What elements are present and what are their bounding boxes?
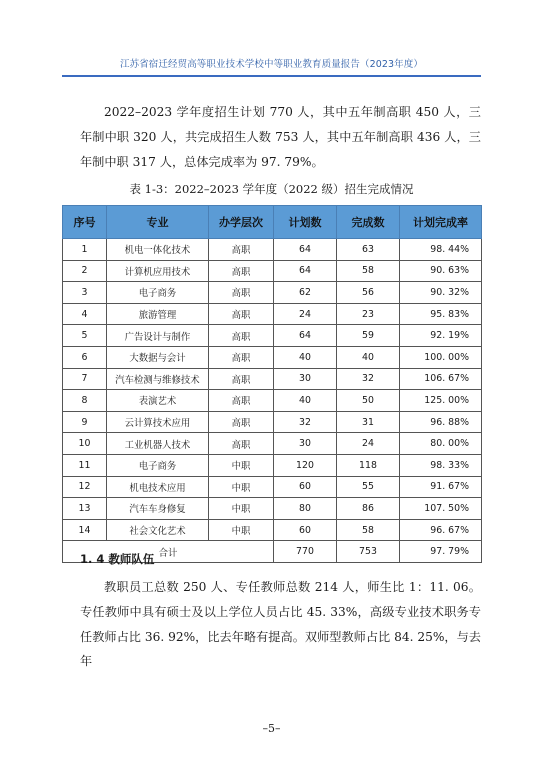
cell-major: 电子商务: [107, 282, 209, 304]
cell-index: 9: [63, 411, 107, 433]
cell-major: 汽车检测与维修技术: [107, 368, 209, 390]
cell-major: 旅游管理: [107, 303, 209, 325]
cell-level: 高职: [209, 433, 274, 455]
total-planned: 770: [274, 541, 337, 563]
cell-planned: 64: [274, 239, 337, 261]
cell-level: 高职: [209, 303, 274, 325]
cell-level: 中职: [209, 454, 274, 476]
cell-major: 大数据与会计: [107, 346, 209, 368]
section-paragraph: 教职员工总数 250 人、专任教师总数 214 人，师生比 1：11. 06。专任教师中具有硕士及以上学位人员占比 45. 33%，高级专业技术职务专任教师占比 36. 92%，比去年略有提高。双师型教师占比 84. 25%，与去年: [80, 580, 481, 669]
cell-completed: 63: [337, 239, 400, 261]
cell-index: 3: [63, 282, 107, 304]
cell-completed: 59: [337, 325, 400, 347]
cell-planned: 40: [274, 346, 337, 368]
table-row: [63, 346, 482, 368]
intro-paragraph: 2022–2023 学年度招生计划 770 人，其中五年制高职 450 人，三年制中职 320 人，共完成招生人数 753 人，其中五年制高职 436 人，三年制中职 317 人，总体完成率为 97. 79%。: [80, 105, 481, 169]
cell-major: 表演艺术: [107, 390, 209, 412]
cell-rate: 91. 67%: [400, 476, 482, 498]
cell-level: 高职: [209, 239, 274, 261]
cell-planned: 60: [274, 476, 337, 498]
cell-completed: 86: [337, 498, 400, 520]
cell-planned: 60: [274, 519, 337, 541]
cell-planned: 40: [274, 390, 337, 412]
cell-rate: 95. 83%: [400, 303, 482, 325]
cell-planned: 64: [274, 325, 337, 347]
table-row: [63, 368, 482, 390]
cell-completed: 50: [337, 390, 400, 412]
cell-completed: 118: [337, 454, 400, 476]
cell-index: 11: [63, 454, 107, 476]
cell-completed: 40: [337, 346, 400, 368]
table-caption: 表 1-3：2022–2023 学年度（2022 级）招生完成情况: [129, 182, 414, 196]
cell-index: 4: [63, 303, 107, 325]
cell-major: 工业机器人技术: [107, 433, 209, 455]
cell-rate: 96. 67%: [400, 519, 482, 541]
cell-index: 8: [63, 390, 107, 412]
cell-major: 云计算技术应用: [107, 411, 209, 433]
section-heading: 1. 4 教师队伍: [80, 552, 155, 566]
cell-major: 汽车车身修复: [107, 498, 209, 520]
total-rate: 97. 79%: [400, 541, 482, 563]
cell-level: 高职: [209, 411, 274, 433]
cell-major: 广告设计与制作: [107, 325, 209, 347]
cell-rate: 90. 32%: [400, 282, 482, 304]
cell-planned: 24: [274, 303, 337, 325]
table-row: [63, 260, 482, 282]
cell-planned: 80: [274, 498, 337, 520]
table-row: [63, 411, 482, 433]
table-row: [63, 454, 482, 476]
cell-rate: 98. 33%: [400, 454, 482, 476]
cell-rate: 125. 00%: [400, 390, 482, 412]
enrollment-table: [62, 205, 482, 563]
cell-completed: 31: [337, 411, 400, 433]
cell-level: 高职: [209, 390, 274, 412]
cell-rate: 96. 88%: [400, 411, 482, 433]
table-row: [63, 282, 482, 304]
cell-level: 高职: [209, 346, 274, 368]
cell-completed: 24: [337, 433, 400, 455]
cell-completed: 56: [337, 282, 400, 304]
cell-planned: 30: [274, 433, 337, 455]
table-row: [63, 519, 482, 541]
cell-level: 高职: [209, 282, 274, 304]
cell-index: 5: [63, 325, 107, 347]
cell-planned: 120: [274, 454, 337, 476]
cell-major: 机电技术应用: [107, 476, 209, 498]
page-number: –5–: [262, 722, 281, 735]
cell-index: 2: [63, 260, 107, 282]
cell-level: 高职: [209, 260, 274, 282]
cell-rate: 106. 67%: [400, 368, 482, 390]
cell-major: 计算机应用技术: [107, 260, 209, 282]
cell-rate: 98. 44%: [400, 239, 482, 261]
table-row: [63, 433, 482, 455]
cell-major: 机电一体化技术: [107, 239, 209, 261]
column-header-major: 专业: [107, 206, 209, 239]
cell-rate: 92. 19%: [400, 325, 482, 347]
cell-major: 社会文化艺术: [107, 519, 209, 541]
total-label: 合计: [63, 541, 274, 563]
column-header-planned: 计划数: [274, 206, 337, 239]
cell-index: 10: [63, 433, 107, 455]
cell-index: 12: [63, 476, 107, 498]
cell-rate: 90. 63%: [400, 260, 482, 282]
cell-planned: 64: [274, 260, 337, 282]
cell-completed: 32: [337, 368, 400, 390]
cell-index: 7: [63, 368, 107, 390]
cell-level: 高职: [209, 368, 274, 390]
total-completed: 753: [337, 541, 400, 563]
column-header-completed: 完成数: [337, 206, 400, 239]
cell-completed: 55: [337, 476, 400, 498]
table-row: [63, 498, 482, 520]
page-header-title: 江苏省宿迁经贸高等职业技术学校中等职业教育质量报告（2023年度）: [120, 59, 423, 70]
table-header-row: [63, 206, 482, 239]
column-header-level: 办学层次: [209, 206, 274, 239]
cell-index: 1: [63, 239, 107, 261]
table-row: [63, 239, 482, 261]
column-header-index: 序号: [63, 206, 107, 239]
cell-rate: 100. 00%: [400, 346, 482, 368]
table-row: [63, 476, 482, 498]
cell-level: 中职: [209, 476, 274, 498]
cell-completed: 23: [337, 303, 400, 325]
cell-level: 高职: [209, 325, 274, 347]
cell-index: 6: [63, 346, 107, 368]
cell-planned: 30: [274, 368, 337, 390]
cell-planned: 62: [274, 282, 337, 304]
cell-major: 电子商务: [107, 454, 209, 476]
table-row: [63, 325, 482, 347]
cell-index: 14: [63, 519, 107, 541]
cell-planned: 32: [274, 411, 337, 433]
cell-level: 中职: [209, 498, 274, 520]
column-header-rate: 计划完成率: [400, 206, 482, 239]
cell-completed: 58: [337, 260, 400, 282]
cell-rate: 80. 00%: [400, 433, 482, 455]
cell-completed: 58: [337, 519, 400, 541]
table-row: [63, 303, 482, 325]
table-row: [63, 390, 482, 412]
cell-level: 中职: [209, 519, 274, 541]
header-divider: [62, 75, 481, 77]
cell-index: 13: [63, 498, 107, 520]
cell-rate: 107. 50%: [400, 498, 482, 520]
